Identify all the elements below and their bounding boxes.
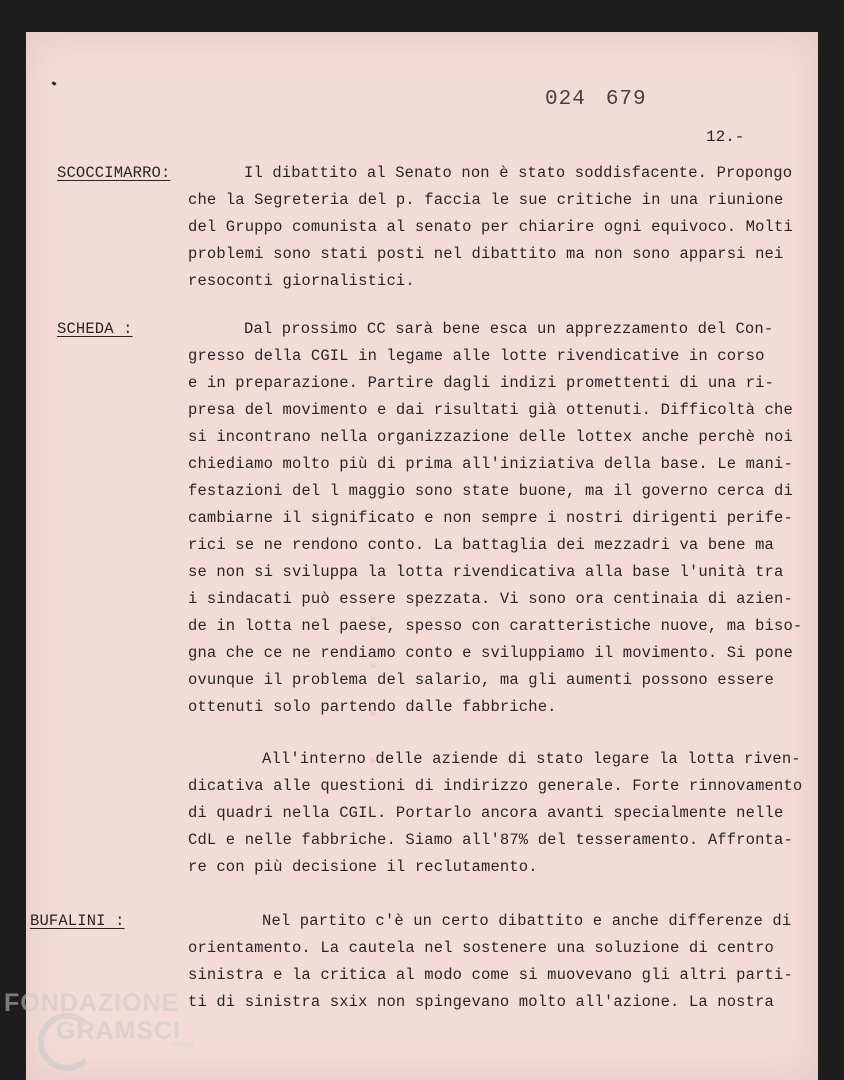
- text-line: si incontrano nella organizzazione delle lottex anche perchè noi: [188, 428, 793, 446]
- text-line: cambiarne il significato e non sempre i nostri dirigenti perife-: [188, 509, 793, 527]
- text-line: Nel partito c'è un certo dibattito e anche differenze di: [262, 912, 792, 930]
- archive-number: [545, 88, 667, 111]
- text-line: All'interno delle aziende di stato legare la lotta riven-: [262, 750, 801, 768]
- text-line: orientamento. La cautela nel sostenere una soluzione di centro: [188, 939, 774, 957]
- speaker-label: BUFALINI :: [30, 912, 125, 930]
- text-line: di quadri nella CGIL. Portarlo ancora avanti specialmente nelle: [188, 804, 784, 822]
- text-line: ovunque il problema del salario, ma gli aumenti possono essere: [188, 671, 774, 689]
- text-line: gresso della CGIL in legame alle lotte rivendicative in corso: [188, 347, 765, 365]
- text-line: ottenuti solo partendo dalle fabbriche.: [188, 698, 557, 716]
- text-line: del Gruppo comunista al senato per chiarire ogni equivoco. Molti: [188, 218, 793, 236]
- speaker-label: SCHEDA :: [57, 320, 133, 338]
- archive-number-part: 024: [545, 88, 586, 111]
- text-line: che la Segreteria del p. faccia le sue critiche in una riunione: [188, 191, 784, 209]
- text-line: Il dibattito al Senato non è stato soddisfacente. Propongo: [244, 164, 793, 182]
- text-line: chiediamo molto più di prima all'iniziativa della base. Le mani-: [188, 455, 793, 473]
- text-line: e in preparazione. Partire dagli indizi promettenti di una ri-: [188, 374, 774, 392]
- text-line: CdL e nelle fabbriche. Siamo all'87% del tesseramento. Affronta-: [188, 831, 793, 849]
- text-line: sinistra e la critica al modo come si muovevano gli altri parti-: [188, 966, 793, 984]
- bleed-through-text: ˑ ˑ ˑ ˑ: [346, 603, 418, 770]
- text-line: problemi sono stati posti nel dibattito ma non sono apparsi nei: [188, 245, 784, 263]
- text-line: Dal prossimo CC sarà bene esca un apprezzamento del Con-: [244, 320, 774, 338]
- text-line: se non si sviluppa la lotta rivendicativa alla base l'unità tra: [188, 563, 784, 581]
- watermark-line: FONDAZIONE: [4, 989, 180, 1017]
- page-number: 12.-: [706, 128, 745, 146]
- text-line: rici se ne rendono conto. La battaglia dei mezzadri va bene ma: [188, 536, 774, 554]
- speaker-label: SCOCCIMARRO:: [57, 164, 171, 182]
- text-line: presa del movimento e dai risultati già ottenuti. Difficoltà che: [188, 401, 793, 419]
- text-line: gna che ce ne rendiamo conto e sviluppiamo il movimento. Si pone: [188, 644, 793, 662]
- text-line: resoconti giornalistici.: [188, 272, 415, 290]
- watermark-line: onlus: [172, 1039, 194, 1049]
- text-line: festazioni del l maggio sono state buone, ma il governo cerca di: [188, 482, 793, 500]
- text-line: re con più decisione il reclutamento.: [188, 858, 538, 876]
- text-line: ti di sinistra sxix non spingevano molto all'azione. La nostra: [188, 993, 774, 1011]
- archive-number-part: 679: [605, 88, 647, 111]
- watermark-line: GRAMSCI: [56, 1017, 182, 1045]
- text-line: dicativa alle questioni di indirizzo generale. Forte rinnovamento: [188, 777, 803, 795]
- text-line: de in lotta nel paese, spesso con caratteristiche nuove, ma biso-: [188, 617, 803, 635]
- fondazione-gramsci-watermark: [4, 985, 244, 1080]
- text-line: i sindacati può essere spezzata. Vi sono ora centinaia di azien-: [188, 590, 793, 608]
